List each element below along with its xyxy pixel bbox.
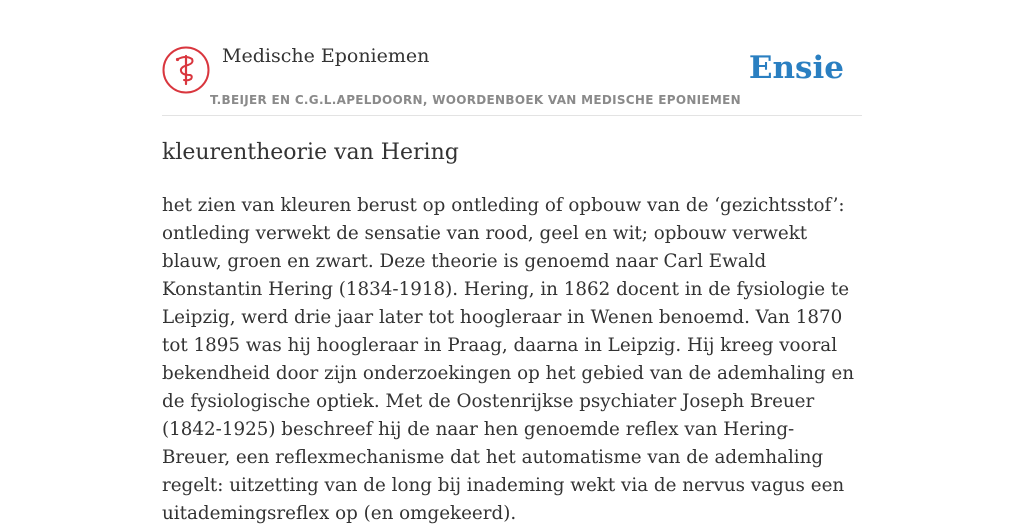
- entry-definition: het zien van kleuren berust op ontleding of opbouw van de ‘gezichtsstof’: ontleding verwekt de sensatie van rood, geel en wit; opbouw verwekt blauw, groen en zwart. Deze theorie is genoemd naar Carl Ewald Konstantin Hering (1834-1918). Hering, in 1862 docent in de fysiologie te Leipzig, werd drie jaar later tot hoogleraar in Wenen benoemd. Van 1870 tot 1895 was hij hoogleraar in Praag, daarna in Leipzig. Hij kreeg vooral bekendheid door zijn onderzoekingen op het gebied van de ademhaling en de fysiologische optiek. Met de Oostenrijkse psychiater Joseph Breuer (1842-1925) beschreef hij de naar hen genoemde reflex van Hering-Breuer, een reflexmechanisme dat het automatisme van de ademhaling regelt: uitzetting van de long bij inademing wekt via de nervus vagus een uitademingsreflex op (en omgekeerd).: [162, 195, 854, 524]
- entry-term: kleurentheorie van Hering: [162, 140, 459, 165]
- source-authors: T.BEIJER EN C.G.L.APELDOORN, WOORDENBOEK VAN MEDISCHE EPONIEMEN: [210, 93, 742, 107]
- entry-header: [162, 0, 862, 116]
- source-title[interactable]: Medische Eponiemen: [222, 45, 430, 67]
- caduceus-icon: [162, 46, 210, 94]
- entry-card: [162, 0, 862, 524]
- brand-logo[interactable]: Ensie: [748, 50, 844, 86]
